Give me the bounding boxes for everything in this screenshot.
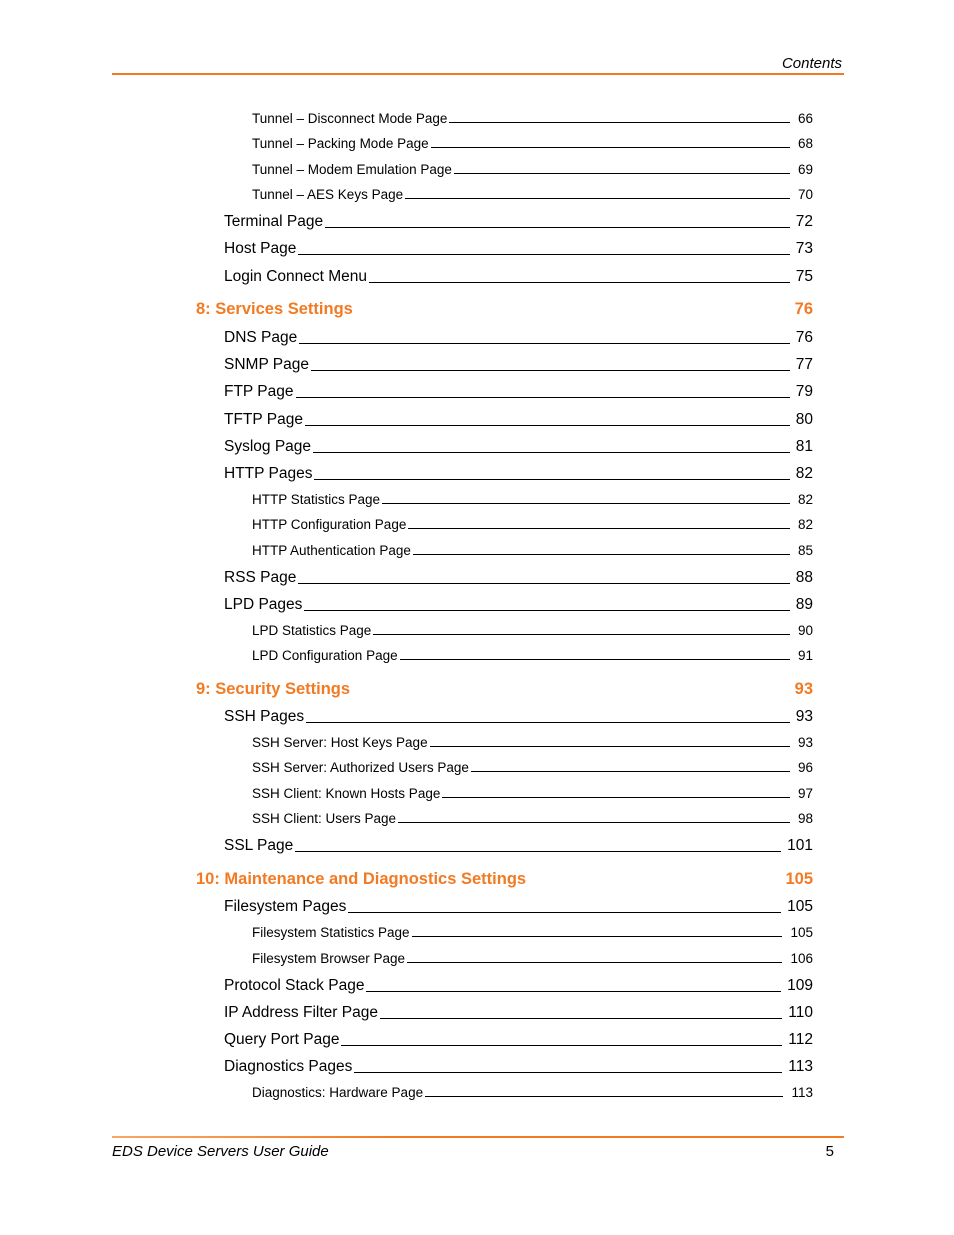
entry-page-number: 113 bbox=[788, 1058, 813, 1075]
entry-page-number: 112 bbox=[788, 1031, 813, 1048]
chapter-page-number: 76 bbox=[794, 300, 813, 318]
dot-leader bbox=[430, 745, 790, 747]
toc-entry[interactable] bbox=[224, 596, 813, 614]
entry-page-number: 93 bbox=[795, 708, 813, 725]
dot-leader bbox=[431, 146, 790, 148]
entry-title: Tunnel – Modem Emulation Page bbox=[252, 162, 452, 177]
entry-page-number: 69 bbox=[797, 162, 813, 177]
entry-page-number: 109 bbox=[787, 977, 813, 994]
toc-entry[interactable] bbox=[224, 438, 813, 456]
dot-leader bbox=[412, 935, 783, 937]
toc-chapter-heading[interactable] bbox=[196, 680, 813, 699]
entry-title: FTP Page bbox=[224, 383, 294, 400]
entry-title: HTTP Configuration Page bbox=[252, 517, 407, 532]
entry-page-number: 93 bbox=[797, 735, 813, 750]
dot-leader bbox=[366, 990, 781, 992]
entry-title: Tunnel – Packing Mode Page bbox=[252, 136, 429, 151]
dot-leader bbox=[369, 281, 790, 283]
entry-page-number: 82 bbox=[795, 465, 813, 482]
entry-title: Tunnel – Disconnect Mode Page bbox=[252, 111, 448, 126]
entry-page-number: 110 bbox=[788, 1004, 813, 1021]
entry-title: SSH Server: Authorized Users Page bbox=[252, 760, 469, 775]
dot-leader bbox=[454, 172, 790, 174]
toc-entry[interactable] bbox=[224, 411, 813, 429]
entry-title: SSL Page bbox=[224, 837, 294, 854]
toc-entry[interactable] bbox=[224, 708, 813, 726]
entry-page-number: 91 bbox=[797, 648, 813, 663]
toc-subentry[interactable] bbox=[252, 786, 813, 801]
chapter-page-number: 105 bbox=[785, 870, 813, 888]
entry-title: DNS Page bbox=[224, 329, 298, 346]
footer-rule bbox=[112, 1136, 844, 1138]
toc-subentry[interactable] bbox=[252, 111, 813, 126]
toc-subentry[interactable] bbox=[252, 162, 813, 177]
toc-chapter-heading[interactable] bbox=[196, 300, 813, 319]
entry-title: Filesystem Browser Page bbox=[252, 951, 406, 966]
toc-entry[interactable] bbox=[224, 329, 813, 347]
dot-leader bbox=[413, 553, 790, 555]
dot-leader bbox=[299, 342, 790, 344]
entry-title: RSS Page bbox=[224, 569, 297, 586]
dot-leader bbox=[408, 527, 790, 529]
chapter-page-number: 93 bbox=[794, 680, 813, 698]
dot-leader bbox=[398, 821, 790, 823]
toc-entry[interactable] bbox=[224, 1058, 813, 1076]
entry-page-number: 97 bbox=[797, 786, 813, 801]
footer-title: EDS Device Servers User Guide bbox=[112, 1143, 329, 1160]
entry-title: IP Address Filter Page bbox=[224, 1004, 378, 1021]
entry-title: Login Connect Menu bbox=[224, 268, 368, 285]
entry-title: SSH Client: Known Hosts Page bbox=[252, 786, 441, 801]
dot-leader bbox=[296, 396, 790, 398]
toc-subentry[interactable] bbox=[252, 136, 813, 151]
chapter-title: 10: Maintenance and Diagnostics Settings bbox=[196, 870, 527, 888]
toc-subentry[interactable] bbox=[252, 951, 813, 966]
entry-page-number: 80 bbox=[795, 411, 813, 428]
toc-entry[interactable] bbox=[224, 837, 813, 855]
entry-title: Filesystem Pages bbox=[224, 898, 347, 915]
entry-page-number: 105 bbox=[787, 898, 813, 915]
toc-subentry[interactable] bbox=[252, 735, 813, 750]
toc-subentry[interactable] bbox=[252, 760, 813, 775]
entry-title: Diagnostics Pages bbox=[224, 1058, 353, 1075]
dot-leader bbox=[354, 1071, 782, 1073]
dot-leader bbox=[341, 1044, 782, 1046]
toc-entry[interactable] bbox=[224, 383, 813, 401]
toc-entry[interactable] bbox=[224, 1031, 813, 1049]
entry-title: Host Page bbox=[224, 240, 297, 257]
toc-entry[interactable] bbox=[224, 1004, 813, 1022]
entry-page-number: 72 bbox=[795, 213, 813, 230]
toc-entry[interactable] bbox=[224, 356, 813, 374]
entry-title: Diagnostics: Hardware Page bbox=[252, 1085, 424, 1100]
dot-leader bbox=[325, 226, 790, 228]
toc-subentry[interactable] bbox=[252, 623, 813, 638]
toc-subentry[interactable] bbox=[252, 811, 813, 826]
entry-page-number: 73 bbox=[795, 240, 813, 257]
entry-page-number: 105 bbox=[790, 925, 813, 940]
entry-page-number: 70 bbox=[797, 187, 813, 202]
entry-title: Protocol Stack Page bbox=[224, 977, 365, 994]
dot-leader bbox=[407, 961, 782, 963]
entry-title: SSH Pages bbox=[224, 708, 305, 725]
toc-subentry[interactable] bbox=[252, 648, 813, 663]
entry-page-number: 101 bbox=[787, 837, 813, 854]
entry-title: Terminal Page bbox=[224, 213, 324, 230]
entry-title: SSH Server: Host Keys Page bbox=[252, 735, 428, 750]
entry-page-number: 96 bbox=[797, 760, 813, 775]
dot-leader bbox=[373, 633, 790, 635]
toc-subentry[interactable] bbox=[252, 1085, 813, 1100]
toc-subentry[interactable] bbox=[252, 543, 813, 558]
entry-page-number: 68 bbox=[797, 136, 813, 151]
dot-leader bbox=[306, 721, 790, 723]
toc-entry[interactable] bbox=[224, 977, 813, 995]
entry-page-number: 85 bbox=[797, 543, 813, 558]
entry-page-number: 113 bbox=[791, 1085, 813, 1100]
toc-subentry[interactable] bbox=[252, 925, 813, 940]
dot-leader bbox=[298, 582, 789, 584]
dot-leader bbox=[295, 850, 781, 852]
toc-entry[interactable] bbox=[224, 569, 813, 587]
chapter-title: 9: Security Settings bbox=[196, 680, 351, 698]
entry-title: Query Port Page bbox=[224, 1031, 340, 1048]
entry-title: HTTP Pages bbox=[224, 465, 313, 482]
running-header: Contents bbox=[781, 55, 842, 72]
toc-entry[interactable] bbox=[224, 898, 813, 916]
toc-chapter-heading[interactable] bbox=[196, 870, 813, 889]
toc-subentry[interactable] bbox=[252, 517, 813, 532]
entry-page-number: 106 bbox=[790, 951, 813, 966]
dot-leader bbox=[311, 369, 790, 371]
toc-entry[interactable] bbox=[224, 213, 813, 231]
toc-subentry[interactable] bbox=[252, 492, 813, 507]
entry-page-number: 89 bbox=[795, 596, 813, 613]
dot-leader bbox=[298, 253, 789, 255]
entry-title: Tunnel – AES Keys Page bbox=[252, 187, 404, 202]
dot-leader bbox=[442, 796, 790, 798]
footer-page-number: 5 bbox=[825, 1143, 834, 1160]
entry-page-number: 79 bbox=[795, 383, 813, 400]
entry-page-number: 75 bbox=[795, 268, 813, 285]
toc-entry[interactable] bbox=[224, 240, 813, 258]
entry-page-number: 82 bbox=[797, 492, 813, 507]
toc-entry[interactable] bbox=[224, 268, 813, 286]
entry-page-number: 98 bbox=[797, 811, 813, 826]
dot-leader bbox=[382, 502, 790, 504]
entry-title: Filesystem Statistics Page bbox=[252, 925, 410, 940]
dot-leader bbox=[425, 1095, 783, 1097]
chapter-title: 8: Services Settings bbox=[196, 300, 353, 318]
entry-page-number: 76 bbox=[795, 329, 813, 346]
toc-subentry[interactable] bbox=[252, 187, 813, 202]
dot-leader bbox=[400, 658, 790, 660]
dot-leader bbox=[449, 121, 790, 123]
entry-title: SSH Client: Users Page bbox=[252, 811, 397, 826]
entry-title: SNMP Page bbox=[224, 356, 310, 373]
dot-leader bbox=[405, 197, 790, 199]
entry-page-number: 90 bbox=[797, 623, 813, 638]
dot-leader bbox=[380, 1017, 782, 1019]
dot-leader bbox=[304, 609, 789, 611]
entry-page-number: 82 bbox=[797, 517, 813, 532]
toc-entry[interactable] bbox=[224, 465, 813, 483]
entry-page-number: 66 bbox=[797, 111, 813, 126]
entry-page-number: 81 bbox=[795, 438, 813, 455]
entry-page-number: 77 bbox=[795, 356, 813, 373]
entry-title: LPD Statistics Page bbox=[252, 623, 372, 638]
dot-leader bbox=[305, 424, 790, 426]
entry-title: HTTP Authentication Page bbox=[252, 543, 411, 558]
dot-leader bbox=[471, 770, 790, 772]
dot-leader bbox=[314, 478, 789, 480]
entry-title: LPD Pages bbox=[224, 596, 303, 613]
dot-leader bbox=[313, 451, 790, 453]
entry-title: Syslog Page bbox=[224, 438, 312, 455]
entry-title: LPD Configuration Page bbox=[252, 648, 398, 663]
entry-page-number: 88 bbox=[795, 569, 813, 586]
dot-leader bbox=[348, 911, 781, 913]
entry-title: TFTP Page bbox=[224, 411, 303, 428]
entry-title: HTTP Statistics Page bbox=[252, 492, 381, 507]
